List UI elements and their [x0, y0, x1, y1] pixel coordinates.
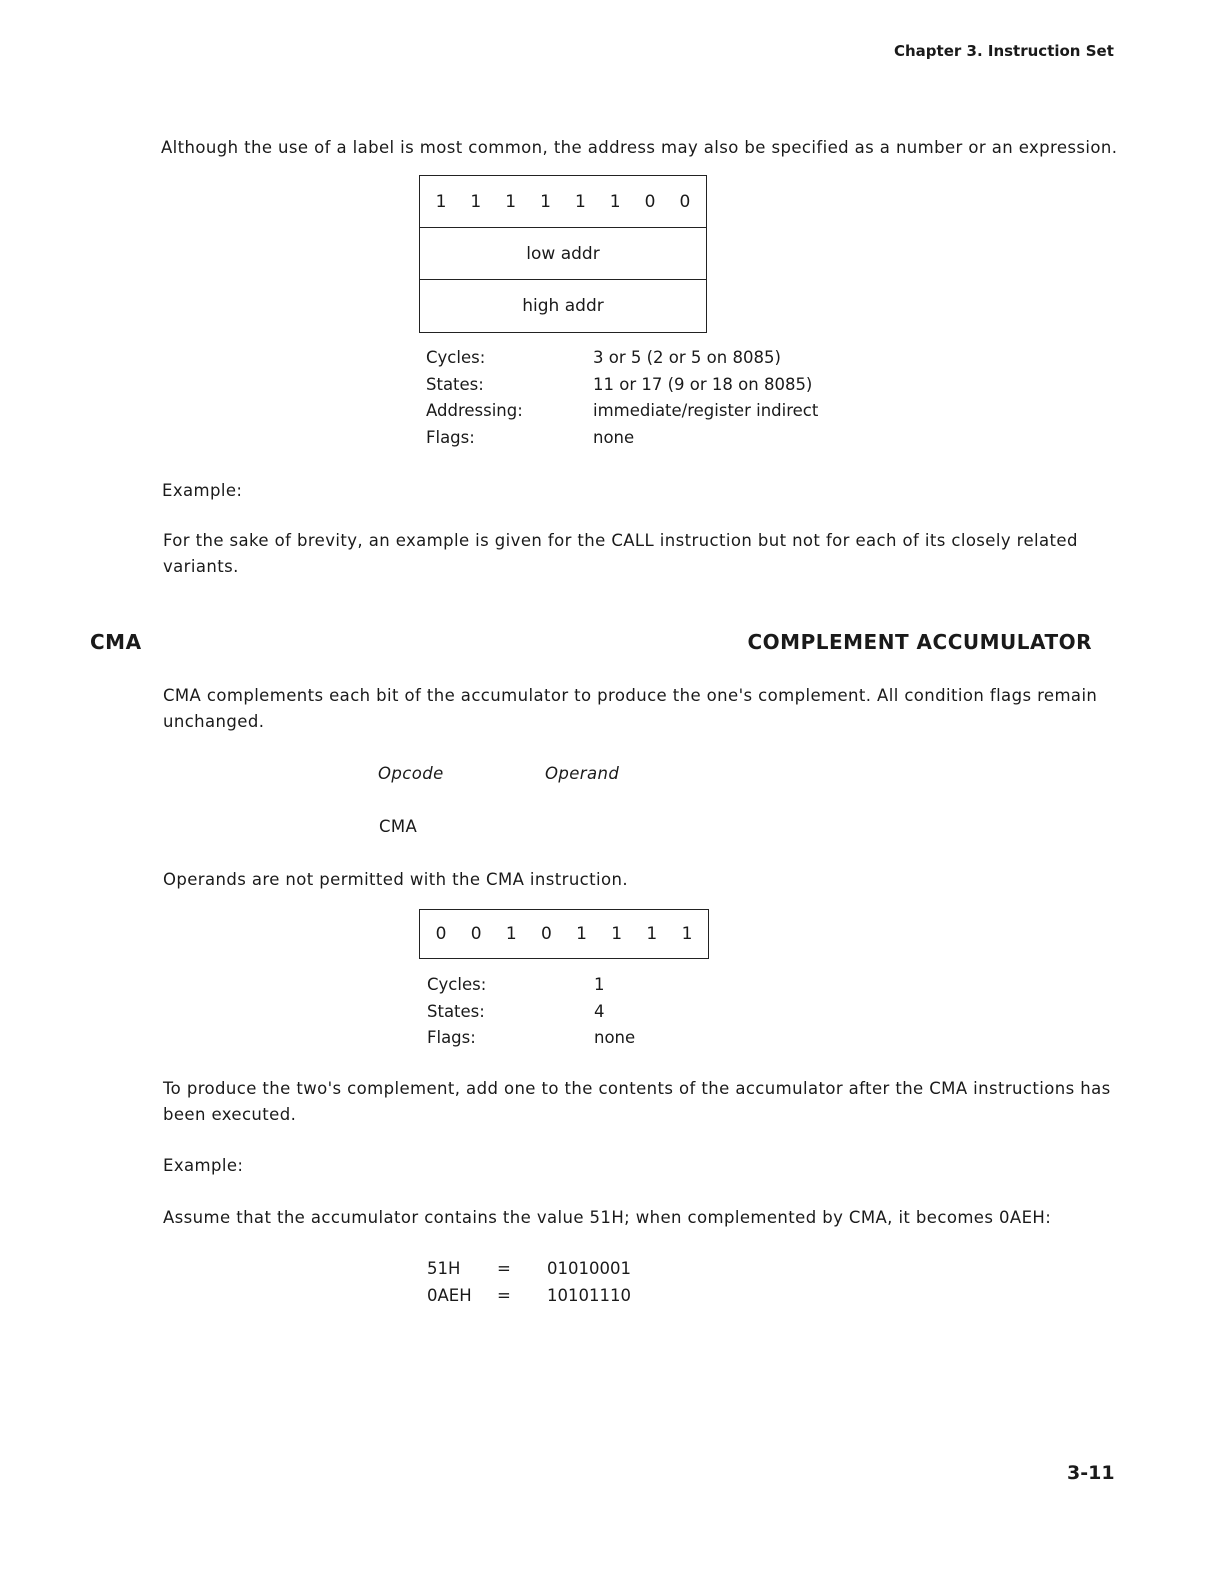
label: Addressing:	[426, 401, 523, 420]
example-label: Example:	[163, 1156, 244, 1175]
bit: 0	[470, 923, 482, 944]
high-addr-byte: high addr	[420, 279, 706, 331]
call-timing-table	[426, 345, 818, 451]
opcode-label: Opcode	[378, 764, 444, 783]
bit: 1	[609, 191, 621, 212]
line: CMA complements each bit of the accumulator to produce the one's complement. All condition flags remain	[163, 686, 1098, 705]
operands-note: Operands are not permitted with the CMA instruction.	[163, 870, 628, 889]
page-number: 3-11	[1067, 1462, 1115, 1484]
cma-timing-table	[427, 972, 635, 1052]
opcode-bits	[420, 910, 708, 957]
binary-value: 10101110	[547, 1285, 631, 1305]
call-encoding-diagram	[419, 175, 707, 333]
label: States:	[427, 1001, 485, 1021]
cma-encoding-diagram	[419, 909, 709, 959]
value: 4	[594, 1001, 605, 1021]
equals: =	[497, 1259, 511, 1278]
bit: 1	[611, 923, 623, 944]
line: unchanged.	[163, 712, 265, 731]
label: Flags:	[427, 1028, 476, 1047]
value: 11 or 17 (9 or 18 on 8085)	[593, 374, 813, 394]
value: 3 or 5 (2 or 5 on 8085)	[593, 348, 781, 367]
example-label: Example:	[162, 481, 243, 500]
hex-value: 51H	[427, 1259, 461, 1278]
bit: 1	[540, 191, 551, 212]
equals: =	[497, 1285, 511, 1305]
bit: 1	[574, 191, 586, 212]
line: variants.	[163, 557, 239, 576]
bit: 1	[576, 923, 587, 944]
intro-paragraph: Although the use of a label is most common, the address may also be specified as a number or an expression.	[161, 138, 1118, 157]
bit: 0	[679, 191, 691, 212]
bit: 1	[646, 923, 658, 944]
hex-value: 0AEH	[427, 1285, 472, 1305]
label: Flags:	[426, 427, 475, 447]
label: Cycles:	[427, 975, 487, 994]
operand-label: Operand	[545, 764, 620, 783]
line: To produce the two's complement, add one to the contents of the accumulator after the CMA instructions has	[163, 1079, 1111, 1098]
complement-values-table	[427, 1256, 631, 1309]
cma-description	[163, 683, 1097, 735]
instruction-title-heading: COMPLEMENT ACCUMULATOR	[747, 630, 1092, 654]
line: For the sake of brevity, an example is given for the CALL instruction but not for each of its closely related	[163, 531, 1078, 550]
bit: 1	[470, 191, 482, 212]
running-head: Chapter 3. Instruction Set	[894, 42, 1114, 60]
value: none	[593, 427, 635, 447]
bit: 1	[505, 191, 517, 212]
label: Cycles:	[426, 348, 486, 367]
bit: 0	[435, 923, 447, 944]
value: none	[594, 1028, 636, 1047]
opcode-value: CMA	[379, 817, 418, 836]
line: been executed.	[163, 1105, 297, 1124]
example-text	[163, 528, 1078, 580]
bit: 1	[505, 923, 517, 944]
instruction-mnemonic-heading: CMA	[90, 630, 142, 654]
opcode-bits	[420, 176, 706, 227]
value: 1	[594, 975, 605, 994]
bit: 1	[681, 923, 693, 944]
bit: 0	[644, 191, 656, 212]
value: immediate/register indirect	[593, 401, 819, 420]
bit: 0	[541, 923, 552, 944]
low-addr-byte: low addr	[420, 227, 706, 279]
bit: 1	[435, 191, 447, 212]
twos-complement-note	[163, 1076, 1111, 1128]
label: States:	[426, 374, 484, 394]
binary-value: 01010001	[547, 1259, 631, 1278]
example-text: Assume that the accumulator contains the value 51H; when complemented by CMA, it becomes 0AEH:	[163, 1208, 1052, 1227]
